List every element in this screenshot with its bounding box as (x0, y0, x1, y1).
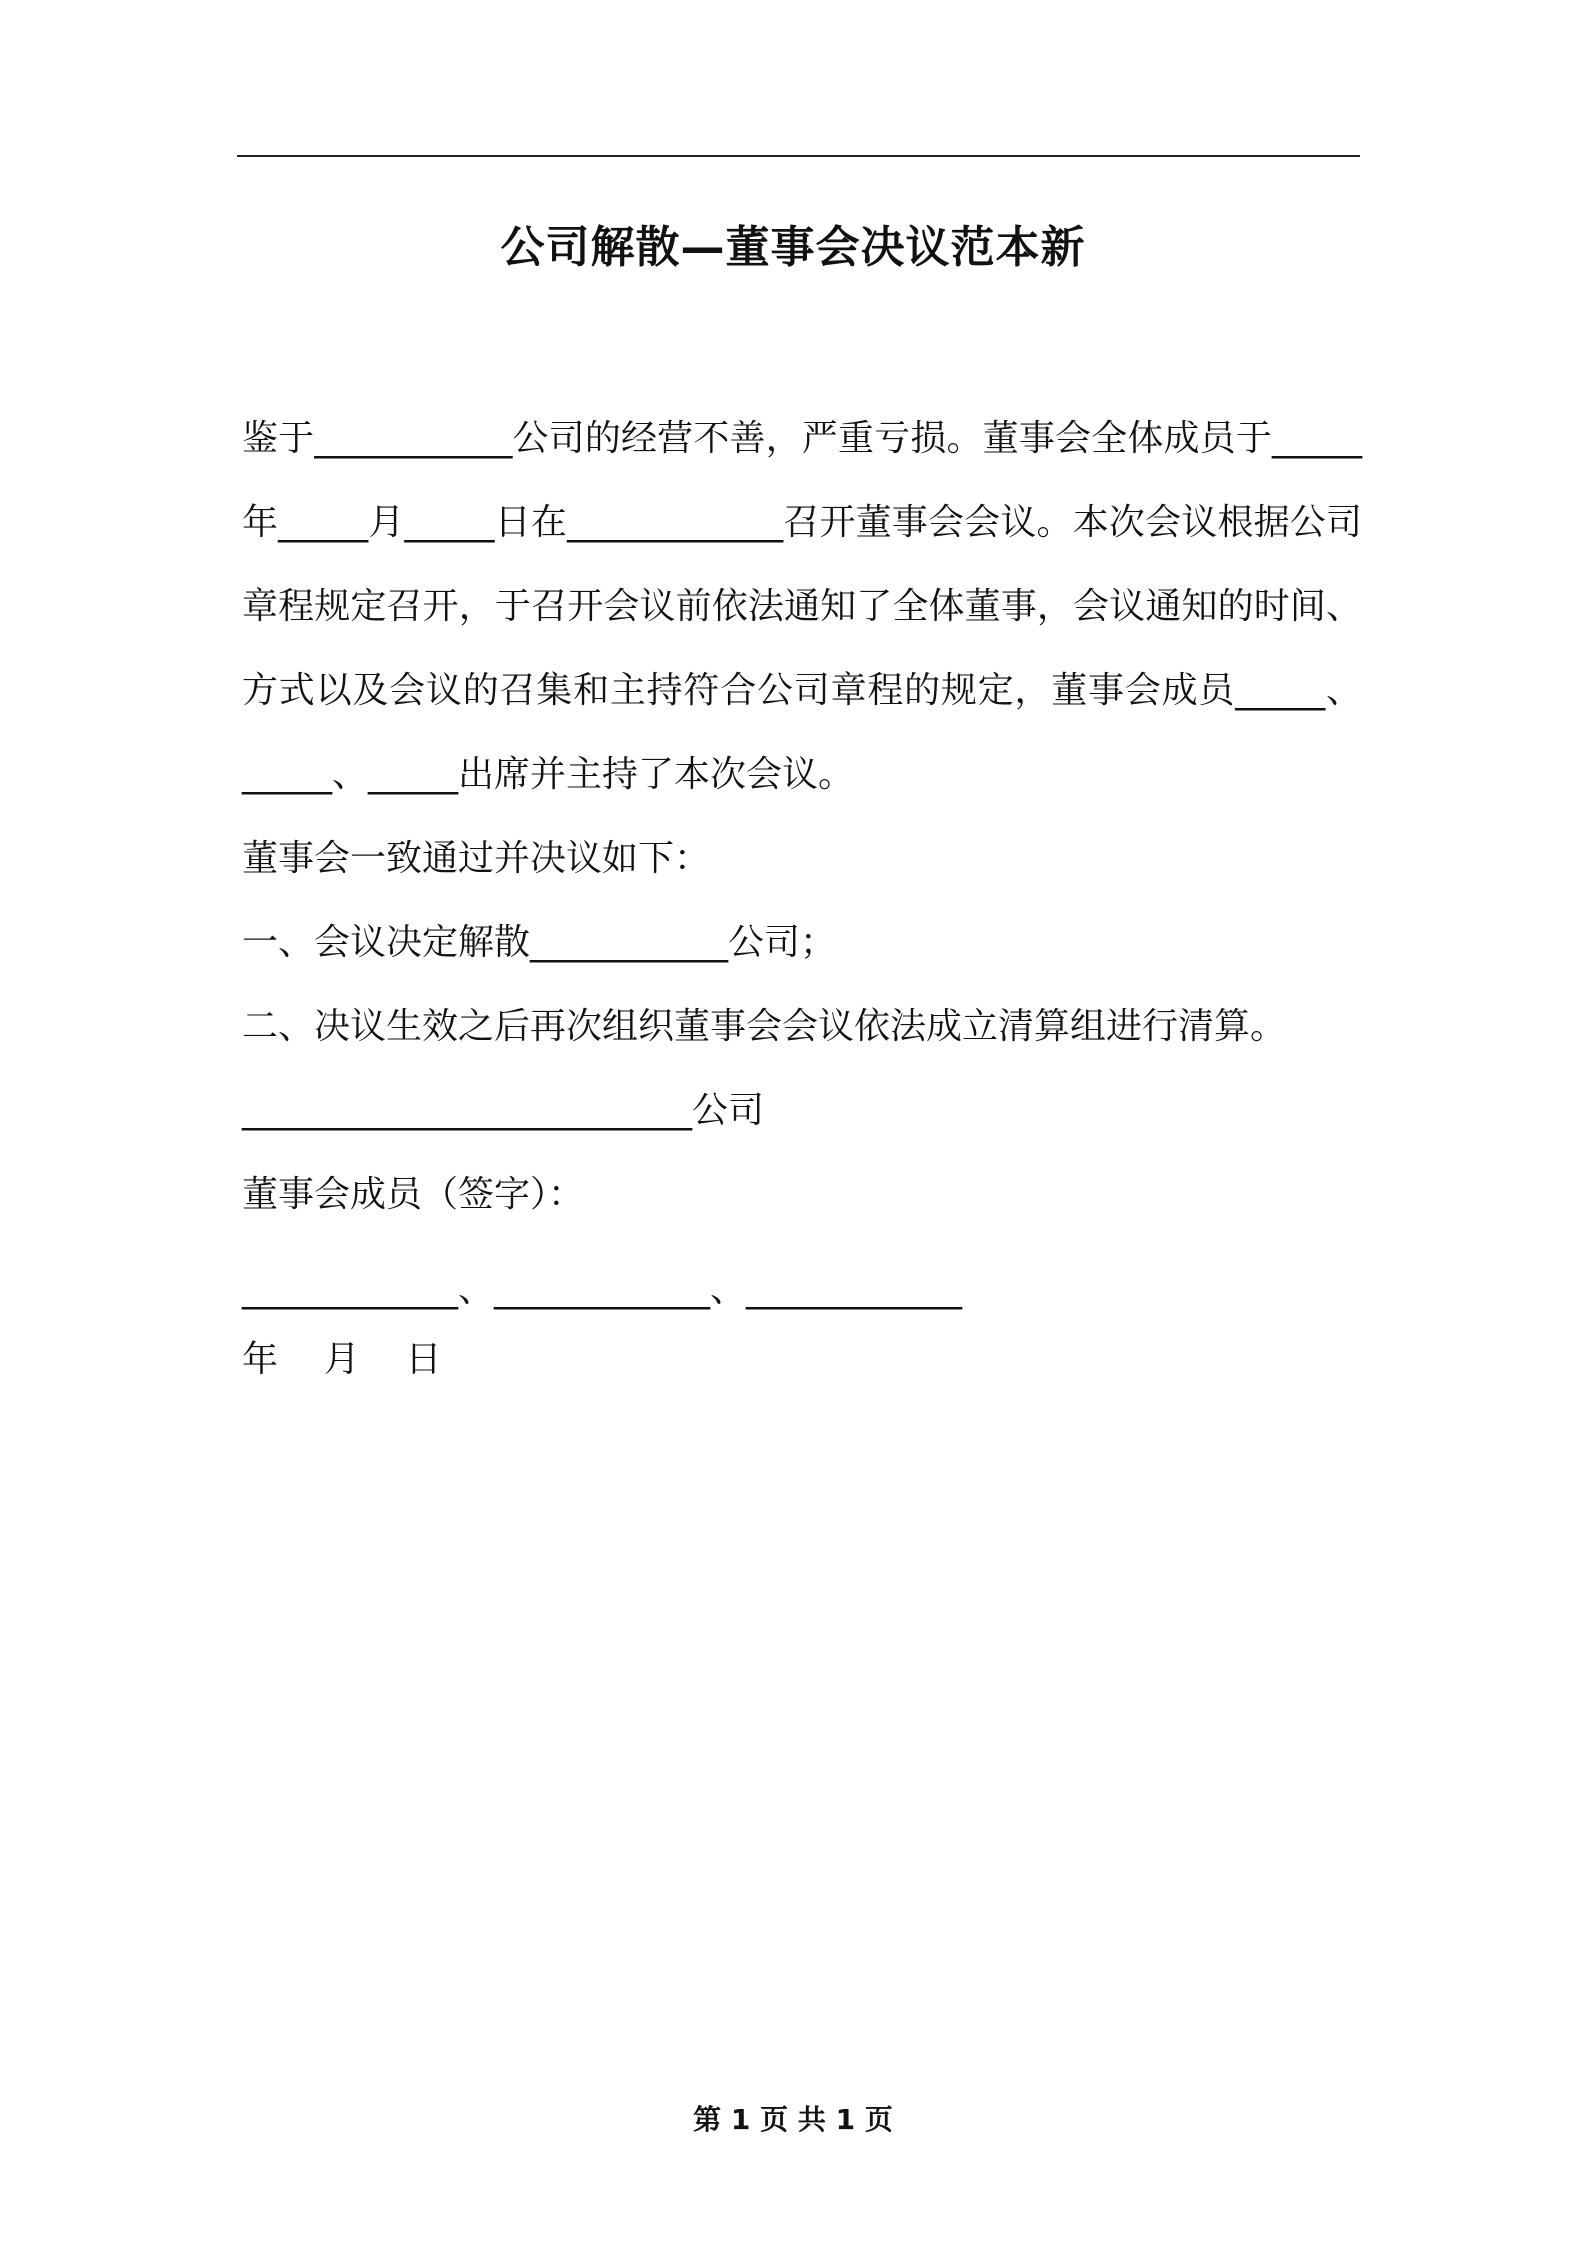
document-title: 公司解散—董事会决议范本新 (500, 222, 1086, 273)
date-line: 年 月 日 (242, 1339, 442, 1380)
company-signature-line: _________________________公司 (242, 1090, 764, 1131)
resolution-item-2: 二、决议生效之后再次组织董事会会议依法成立清算组进行清算。 (242, 1006, 1287, 1047)
members-sign-label: 董事会成员（签字）： (242, 1174, 585, 1215)
page-footer: 第 1 页 共 1 页 (693, 2103, 893, 2136)
resolution-item-1: 一、会议决定解散___________公司； (242, 922, 837, 963)
member-signature-lines: ____________、____________、____________ (242, 1269, 962, 1310)
resolution-intro: 董事会一致通过并决议如下： (242, 838, 711, 879)
preamble-paragraph: 鉴于___________公司的经营不善，严重亏损。董事会全体成员于_____年_____月_____日在____________召开董事会会议。本次会议根据公司章程规定召开，于召开会议前依法通知了全体董事，会议通知的时间、方式以及会议的召集和主持符合公司章程的规定，董事会成员_____、_____、_____出席并主持了本次会议。 (242, 418, 1362, 795)
header-rule (237, 155, 1360, 157)
